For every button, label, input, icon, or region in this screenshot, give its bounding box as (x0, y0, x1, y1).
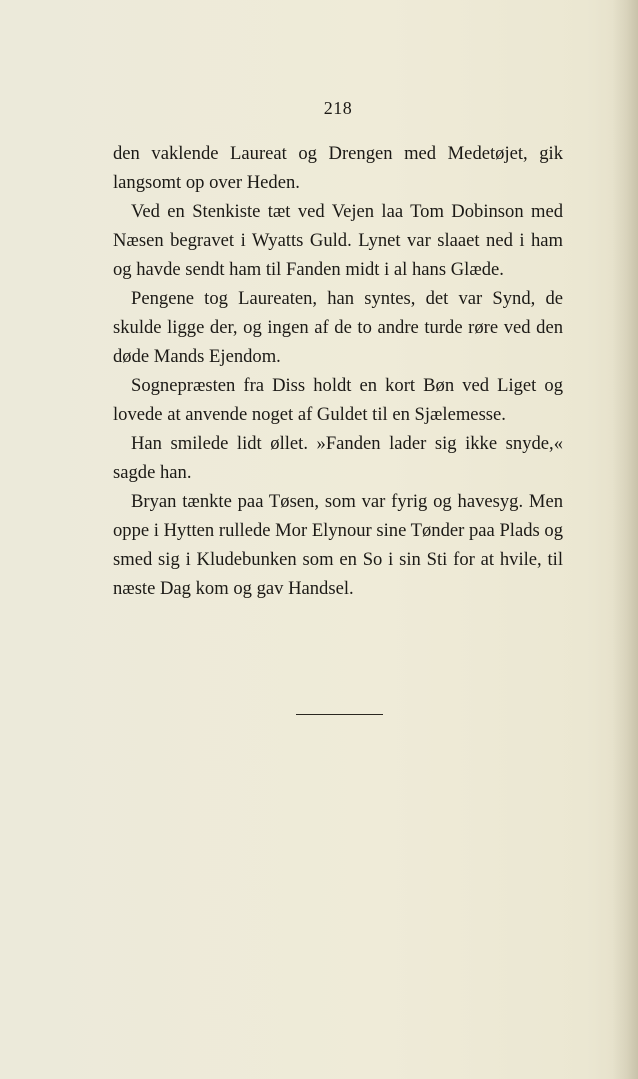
paragraph-continuation: den vaklende Laureat og Drengen med Medetøjet, gik langsomt op over Heden. (113, 143, 563, 193)
page-number: 218 (323, 98, 353, 118)
paragraph: Han smilede lidt øllet. »Fanden lader sig ikke snyde,« sagde han. (113, 433, 563, 483)
body-text (113, 139, 563, 603)
paragraph: Pengene tog Laureaten, han syntes, det var Synd, de skulde ligge der, og ingen af de to andre turde røre ved den døde Mands Ejendom. (113, 288, 563, 367)
paragraph: Bryan tænkte paa Tøsen, som var fyrig og havesyg. Men oppe i Hytten rullede Mor Elynour sine Tønder paa Plads og smed sig i Kludebunken som en So i sin Sti for at hvile, til næste Dag kom og gav Handsel. (113, 491, 563, 599)
paragraph: Ved en Stenkiste tæt ved Vejen laa Tom Dobinson med Næsen begravet i Wyatts Guld. Lynet var slaaet ned i ham og havde sendt ham til Fanden midt i al hans Glæde. (113, 201, 563, 280)
section-end-rule (296, 714, 383, 715)
page-edge-shadow (612, 0, 638, 1079)
paragraph: Sognepræsten fra Diss holdt en kort Bøn ved Liget og lovede at anvende noget af Guldet til en Sjælemesse. (113, 375, 563, 425)
